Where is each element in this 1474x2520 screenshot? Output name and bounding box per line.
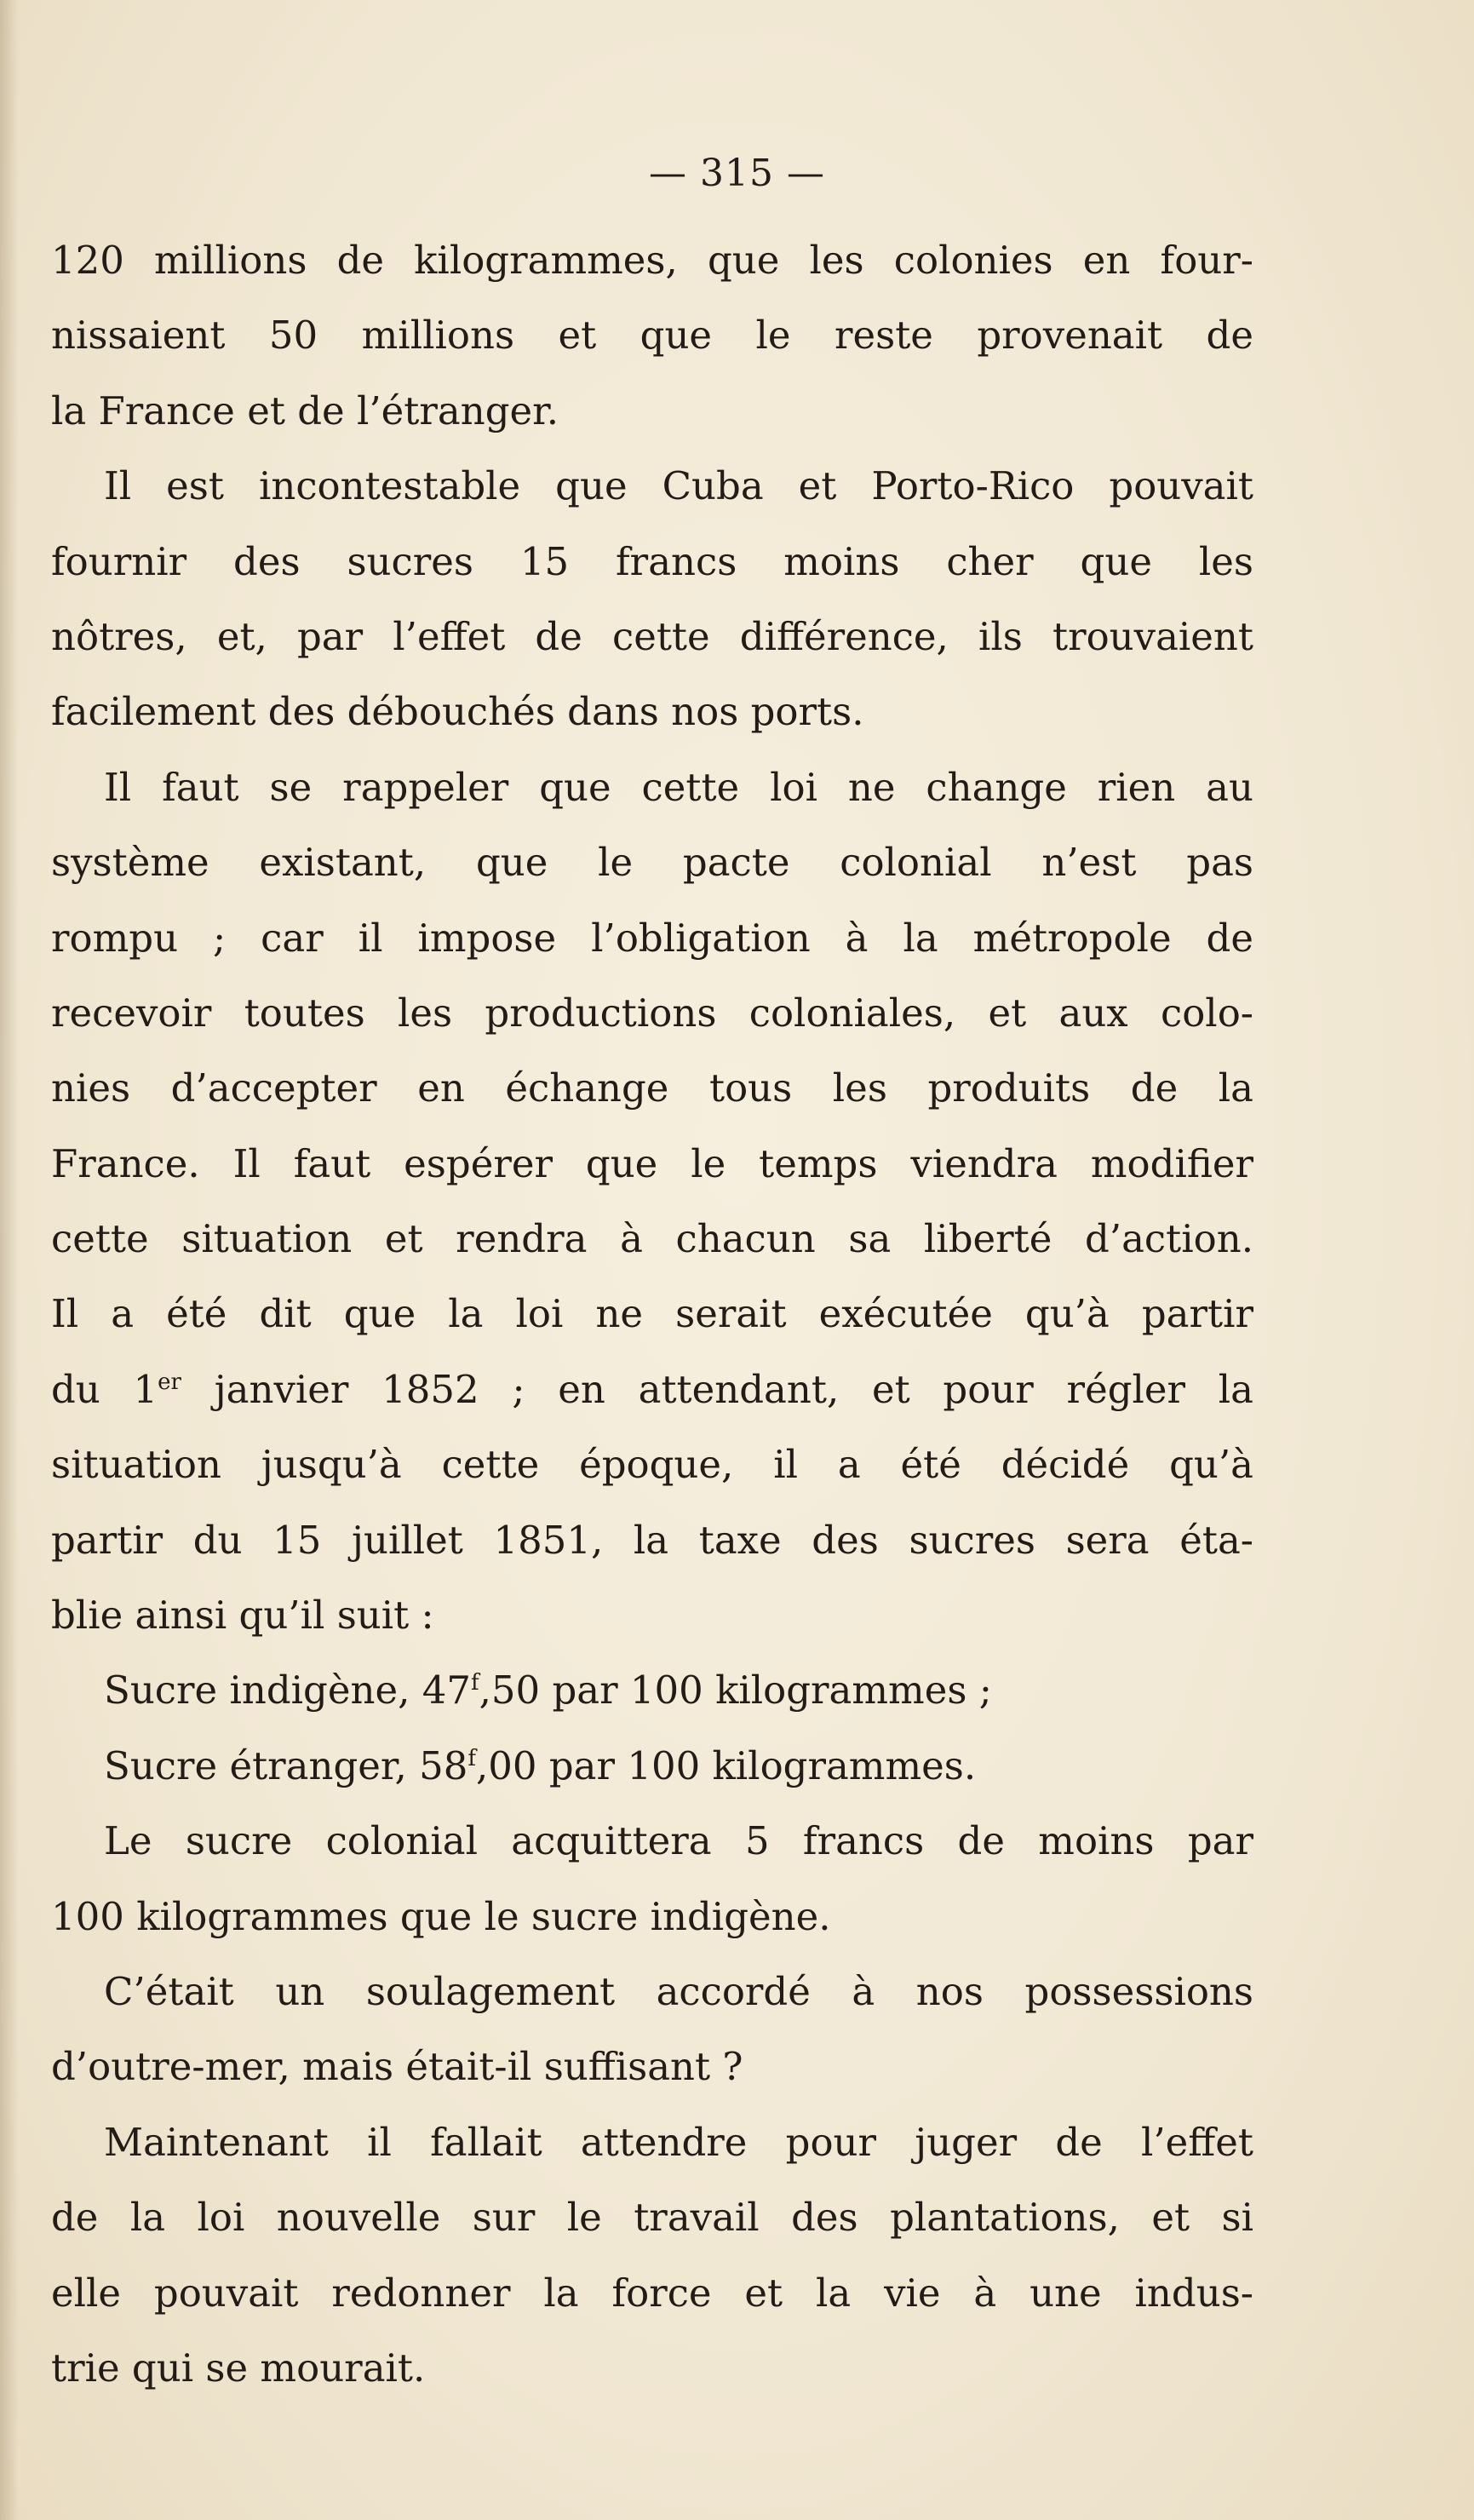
body-text — [51, 223, 1253, 2406]
text-line: recevoir toutes les productions coloniales, et aux colo- — [51, 990, 1253, 1036]
text-line: cette situation et rendra à chacun sa liberté d’action. — [51, 1216, 1253, 1262]
text-line: 100 kilogrammes que le sucre indigène. — [51, 1893, 831, 1939]
text-line: nôtres, et, par l’effet de cette différence, ils trouvaient — [51, 613, 1253, 659]
text-line: Il est incontestable que Cuba et Porto-Rico pouvait — [104, 463, 1253, 509]
text-run: ,50 par 100 kilogrammes ; — [479, 1668, 992, 1713]
text-line: d’outre-mer, mais était-il suffisant ? — [51, 2044, 743, 2090]
text-line: trie qui se mourait. — [51, 2345, 426, 2391]
text-line: rompu ; car il impose l’obligation à la métropole de — [51, 915, 1253, 961]
superscript: er — [158, 1369, 181, 1395]
text-run: ,00 par 100 kilogrammes. — [476, 1742, 977, 1788]
text-line: nissaient 50 millions et que le reste provenait de — [51, 313, 1253, 359]
text-line — [51, 1352, 1253, 1427]
text-line: système existant, que le pacte colonial n’est pas — [51, 840, 1253, 886]
text-line: nies d’accepter en échange tous les produits de la — [51, 1065, 1253, 1111]
text-run: du 1 — [51, 1366, 158, 1412]
text-run: Sucre étranger, 58 — [104, 1742, 468, 1788]
text-line: partir du 15 juillet 1851, la taxe des sucres sera éta- — [51, 1517, 1253, 1563]
text-line: elle pouvait redonner la force et la vie à une indus- — [51, 2270, 1253, 2316]
text-line: situation jusqu’à cette époque, il a été décidé qu’à — [51, 1442, 1253, 1488]
text-line: C’était un soulagement accordé à nos possessions — [104, 1968, 1253, 2014]
text-line: Il a été dit que la loi ne serait exécutée qu’à partir — [51, 1291, 1253, 1337]
text-line — [51, 1653, 1253, 1728]
text-line: Il faut se rappeler que cette loi ne change rien au — [104, 764, 1253, 810]
text-line: blie ainsi qu’il suit : — [51, 1593, 434, 1639]
text-line — [51, 1729, 1253, 1804]
text-line: France. Il faut espérer que le temps viendra modifier — [51, 1140, 1253, 1186]
text-run: janvier 1852 ; en attendant, et pour régler la — [181, 1366, 1253, 1412]
text-line: Le sucre colonial acquittera 5 francs de moins par — [104, 1818, 1253, 1864]
text-line: 120 millions de kilogrammes, que les colonies en four- — [51, 238, 1253, 283]
text-line: Maintenant il fallait attendre pour juger de l’effet — [104, 2119, 1253, 2165]
page-number: — 315 — — [649, 152, 825, 195]
text-line: facilement des débouchés dans nos ports. — [51, 689, 864, 735]
text-line: la France et de l’étranger. — [51, 387, 559, 433]
superscript: f — [470, 1670, 479, 1696]
page-edge-shadow — [0, 0, 19, 2520]
text-run: Sucre indigène, 47 — [104, 1668, 471, 1713]
text-line: de la loi nouvelle sur le travail des plantations, et si — [51, 2195, 1253, 2241]
text-line: fournir des sucres 15 francs moins cher que les — [51, 538, 1253, 584]
superscript: f — [467, 1745, 476, 1771]
